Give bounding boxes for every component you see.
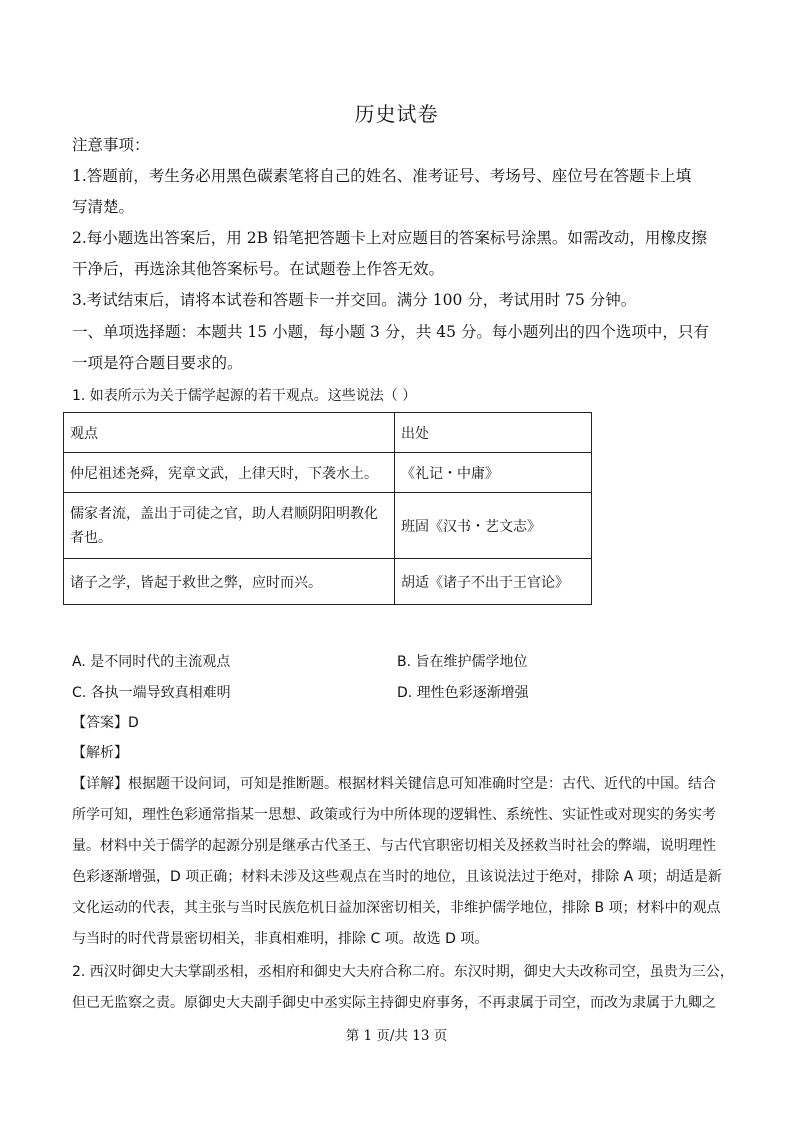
- table-row: [64, 453, 592, 493]
- page-footer: 第 1 页/共 13 页: [345, 1028, 448, 1044]
- option-c: C. 各执一端导致真相难明: [72, 685, 231, 701]
- table-row: [64, 493, 592, 559]
- question-stem: 1. 如表所示为关于儒学起源的若干观点。这些说法（ ）: [72, 388, 417, 404]
- table-row: [64, 559, 592, 605]
- table-cell: 胡适《诸子不出于王官论》: [395, 559, 592, 605]
- option-a: A. 是不同时代的主流观点: [72, 654, 231, 670]
- notice-line: 干净后，再选涂其他答案标号。在试题卷上作答无效。: [72, 260, 445, 278]
- table-header-cell: 观点: [64, 413, 395, 453]
- analysis-line: 【详解】根据题干设问词，可知是推断题。根据材料关键信息可知准确时空是：古代、近代的中国。结合: [72, 776, 716, 792]
- option-d: D. 理性色彩逐渐增强: [397, 685, 529, 701]
- notice-line: 2.每小题选出答案后，用 2B 铅笔把答题卡上对应题目的答案标号涂黑。如需改动，用橡皮擦: [72, 229, 707, 247]
- analysis-line: 所学可知，理性色彩通常指某一思想、政策或行为中所体现的逻辑性、系统性、实证性或对现实的务实考: [72, 807, 716, 823]
- analysis-line: 与当时的时代背景密切相关，非真相难明，排除 C 项。故选 D 项。: [72, 931, 489, 947]
- section-heading: 一项是符合题目要求的。: [72, 354, 243, 372]
- table-cell: 儒家者流，盖出于司徒之官，助人君顺阴阳明教化者也。: [64, 493, 395, 559]
- table-cell: 仲尼祖述尧舜，宪章文武，上律天时，下袭水土。: [64, 453, 395, 493]
- table-cell: 班固《汉书・艺文志》: [395, 493, 592, 559]
- notice-heading: 注意事项：: [72, 136, 150, 154]
- question-2-line: 2. 西汉时御史大夫掌副丞相，丞相府和御史大夫府合称二府。东汉时期，御史大夫改称司空，虽贵为三公，: [72, 964, 734, 980]
- analysis-line: 色彩逐渐增强，D 项正确；材料未涉及这些观点在当时的地位，且该说法过于绝对，排除 A 项；胡适是新: [72, 869, 722, 885]
- table-cell: 诸子之学，皆起于救世之弊，应时而兴。: [64, 559, 395, 605]
- analysis-label: 【解析】: [72, 745, 128, 761]
- analysis-line: 文化运动的代表，其主张与当时民族危机日益加深密切相关，非维护儒学地位，排除 B 项；材料中的观点: [72, 900, 721, 916]
- notice-line: 写清楚。: [72, 198, 135, 216]
- question-2-line: 但已无监察之责。原御史大夫副手御史中丞实际主持御史府事务，不再隶属于司空，而改为隶属于九卿之: [72, 995, 716, 1011]
- page-title: 历史试卷: [354, 102, 439, 126]
- answer-line: 【答案】D: [72, 715, 139, 731]
- table-header-cell: 出处: [395, 413, 592, 453]
- section-heading: 一、单项选择题：本题共 15 小题，每小题 3 分，共 45 分。每小题列出的四个选项中，只有: [72, 323, 709, 341]
- table-cell: 《礼记・中庸》: [395, 453, 592, 493]
- notice-line: 1.答题前，考生务必用黑色碳素笔将自己的姓名、准考证号、考场号、座位号在答题卡上填: [72, 167, 692, 185]
- analysis-line: 量。材料中关于儒学的起源分别是继承古代圣王、与古代官职密切相关及拯救当时社会的弊端，说明理性: [72, 838, 716, 854]
- table-header-row: [64, 413, 592, 453]
- notice-line: 3.考试结束后，请将本试卷和答题卡一并交回。满分 100 分，考试用时 75 分钟。: [72, 291, 637, 309]
- opinions-table: [63, 412, 592, 605]
- option-b: B. 旨在维护儒学地位: [397, 654, 528, 670]
